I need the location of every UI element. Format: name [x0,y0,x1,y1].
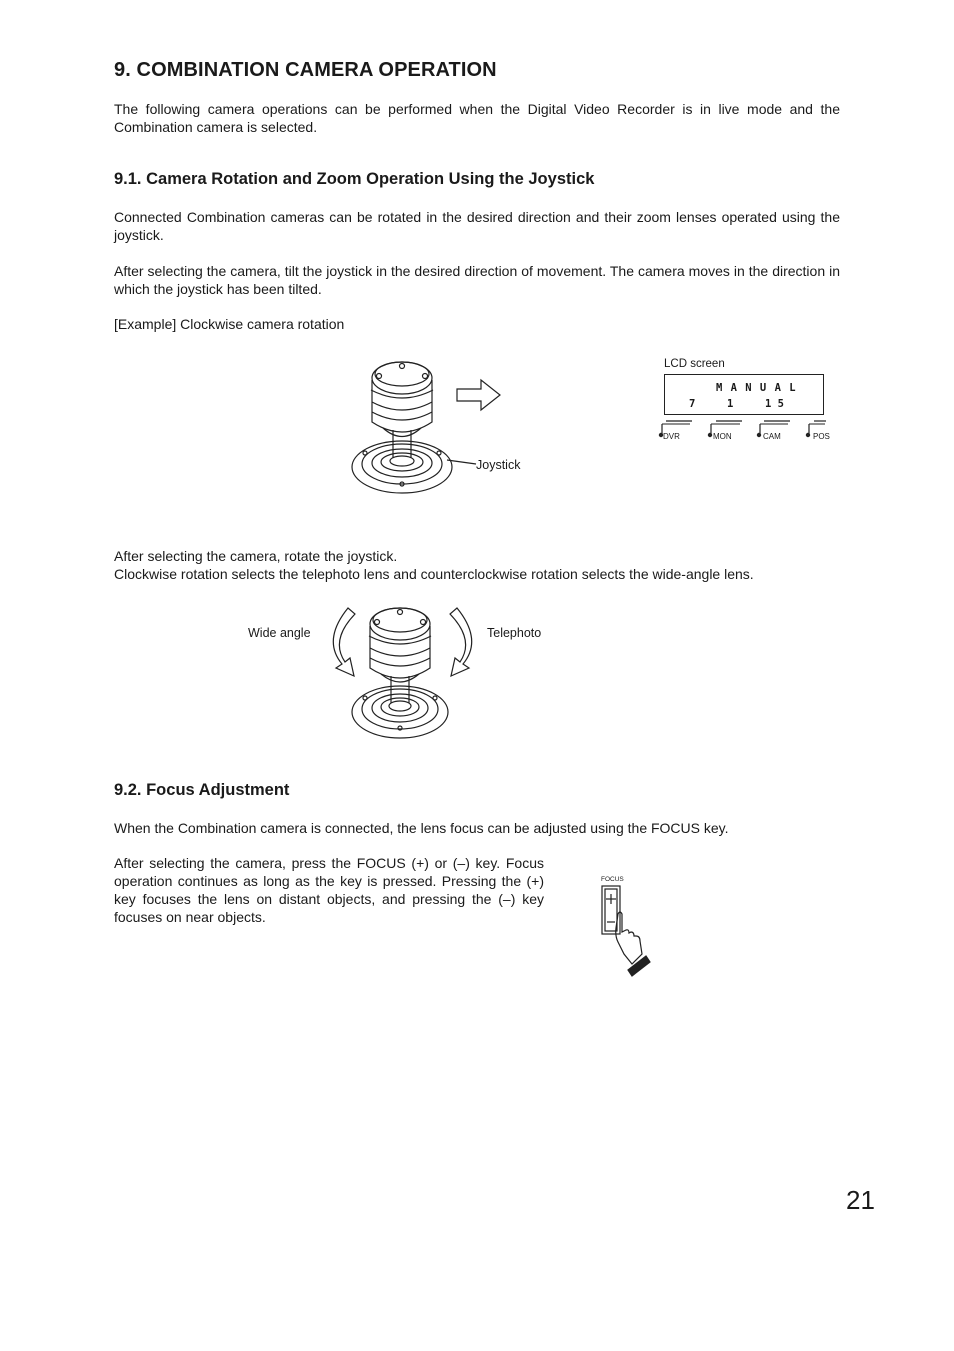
joystick-illustration-tilt [345,350,520,500]
rotate-line-1: After selecting the camera, rotate the joystick. [114,548,398,564]
lcd-button-marks [654,418,834,440]
lcd-value-3: 1 5 [765,398,784,410]
lcd-value-2: 1 [727,398,734,410]
joystick-illustration-rotate [320,600,485,745]
lcd-value-1: 7 [689,398,696,410]
intro-paragraph: The following camera operations can be performed when the Digital Video Recorder is in live mode and the Combination camera is selected. [114,101,840,135]
lcd-button-dvr[interactable]: DVR [663,432,680,441]
telephoto-label: Telephoto [487,626,542,640]
lcd-button-mon[interactable]: MON [713,432,732,441]
rotate-line-2: Clockwise rotation selects the telephoto lens and counterclockwise rotation selects the wide-angle lens. [114,566,754,582]
lcd-screen-caption: LCD screen [664,358,725,370]
section-1-para-2: After selecting the camera, tilt the joystick in the desired direction of movement. The camera moves in the direction in which the joystick has been tilted. [114,263,840,297]
focus-key-illustration [598,884,654,980]
page-number: 21 [846,1185,875,1215]
lcd-screen [664,374,824,415]
section-2-para-1: When the Combination camera is connected, the lens focus can be adjusted using the FOCUS key. [114,820,729,836]
section-2-title: 9.2. Focus Adjustment [114,781,290,799]
lcd-button-pos[interactable]: POS [813,432,830,441]
focus-key-label: FOCUS [601,876,624,883]
section-2-para-2: After selecting the camera, press the FOCUS (+) or (–) key. Focus operation continues as long as the key is pressed. Pressing the (+) key focuses the lens on distant objects, and pressing the (–) key focuses on near objects. [114,855,544,925]
lcd-button-cam[interactable]: CAM [763,432,781,441]
section-1-title: 9.1. Camera Rotation and Zoom Operation Using the Joystick [114,170,595,188]
section-1-para-1: Connected Combination cameras can be rotated in the desired direction and their zoom lenses operated using the joystick. [114,209,840,243]
wide-angle-label: Wide angle [248,626,311,640]
joystick-label: Joystick [476,458,521,472]
lcd-line-1: M A N U A L [716,382,797,394]
page-title: 9. COMBINATION CAMERA OPERATION [114,59,497,81]
example-caption: [Example] Clockwise camera rotation [114,316,345,332]
